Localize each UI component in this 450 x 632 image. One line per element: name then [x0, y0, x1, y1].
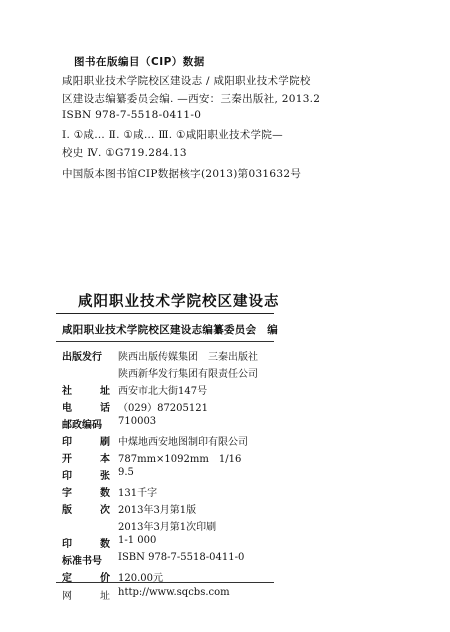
- cip-line: Ⅰ. ①咸… Ⅱ. ①咸… Ⅲ. ①咸阳职业技术学院—: [62, 129, 283, 141]
- cip-heading: 图书在版编目（CIP）数据: [74, 56, 205, 68]
- imprint-value: 2013年3月第1版: [118, 505, 197, 516]
- imprint-value: 9.5: [118, 467, 134, 478]
- imprint-label: 版次: [62, 505, 110, 516]
- imprint-value: 131千字: [118, 488, 158, 499]
- imprint-label: 出版发行: [62, 352, 102, 363]
- imprint-value: 西安市北大街147号: [118, 386, 208, 397]
- cip-line: 区建设志编纂委员会编. —西安：三秦出版社, 2013.2: [62, 93, 321, 105]
- imprint-label: 印张: [62, 471, 110, 482]
- imprint-value: 787mm×1092mm 1/16: [118, 454, 242, 465]
- imprint-label: 印刷: [62, 437, 110, 448]
- imprint-label: 字数: [62, 488, 110, 499]
- editor-divider: [56, 341, 274, 342]
- imprint-value: 1-1 000: [118, 535, 157, 546]
- imprint-value: ISBN 978-7-5518-0411-0: [118, 552, 245, 563]
- imprint-value: 中煤地西安地图制印有限公司: [118, 437, 248, 448]
- imprint-value: 120.00元: [118, 573, 163, 584]
- imprint-value: （029）87205121: [118, 403, 208, 414]
- imprint-label: 开本: [62, 454, 110, 465]
- website-label: 网址: [62, 591, 110, 602]
- editor-line: 咸阳职业技术学院校区建设志编纂委员会 编: [62, 324, 278, 336]
- imprint-label: 定价: [62, 573, 110, 584]
- footer-divider: [56, 582, 274, 583]
- book-title: 咸阳职业技术学院校区建设志: [78, 294, 280, 310]
- imprint-value: 710003: [118, 416, 157, 427]
- cip-line: 咸阳职业技术学院校区建设志 / 咸阳职业技术学院校: [62, 75, 311, 87]
- imprint-label: 电话: [62, 403, 110, 414]
- imprint-label: 社址: [62, 386, 110, 397]
- imprint-label: 印数: [62, 539, 110, 550]
- title-divider: [56, 313, 274, 314]
- imprint-value: 陕西出版传媒集团 三秦出版社: [118, 352, 258, 363]
- imprint-value: 陕西新华发行集团有限责任公司: [118, 369, 258, 380]
- imprint-label: 邮政编码: [62, 420, 102, 431]
- cip-data-number: 中国版本图书馆CIP数据核字(2013)第031632号: [62, 168, 302, 180]
- imprint-value: 2013年3月第1次印刷: [118, 522, 217, 533]
- cip-line: ISBN 978-7-5518-0411-0: [62, 109, 202, 121]
- cip-line: 校史 Ⅳ. ①G719.284.13: [62, 147, 187, 159]
- imprint-label: 标准书号: [62, 556, 102, 567]
- website-link[interactable]: http://www.sqcbs.com: [118, 587, 230, 598]
